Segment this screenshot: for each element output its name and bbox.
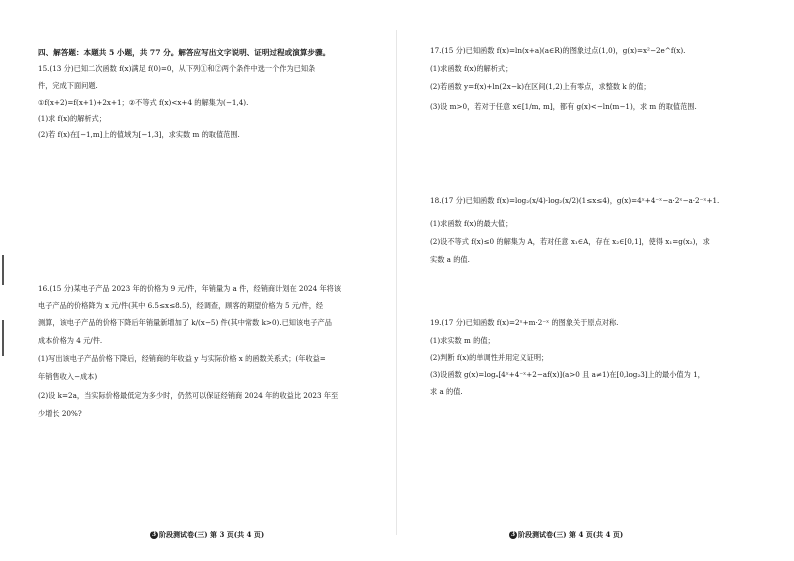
page-4-footer [509,530,623,540]
q17-line-2: (1)求函数 f(x)的解析式； [430,64,513,73]
section-header: 四、解答题：本题共 5 小题，共 77 分。解答应写出文字说明、证明过程或演算步骤。 [38,48,331,57]
q16-line-7: (2)设 k=2a，当实际价格最低定为多少时，仍然可以保证经销商 2024 年的收益比 2023 年至 [38,391,339,400]
q17-line-3: (2)若函数 y=f(x)+ln(2x−k)在区间(1,2)上有零点，求整数 k 的值； [430,82,651,91]
series-badge-icon: 3 [510,531,516,538]
q16-line-2: 电子产品的价格降为 x 元/件(其中 6.5≤x≤8.5)，经调查，顾客的期望价格为 5 元/件，经 [38,301,324,310]
q15-line-2: 件，完成下面问题. [38,81,98,90]
q17-line-1: 17.(15 分)已知函数 f(x)=ln(x+a)(a∈R)的图象过点(1,0)，g(x)=x²−2e^f(x). [430,46,686,55]
q15-line-3: ①f(x+2)=f(x+1)+2x+1；②不等式 f(x)<x+4 的解集为(−1,4). [38,98,249,107]
q19-line-5: 求 a 的值. [430,387,463,396]
page-4-footer-text: 阶段测试卷(三) 第 4 页(共 4 页) [518,530,624,539]
q18-line-4: 实数 a 的值. [430,255,470,264]
series-badge-icon: 3 [151,531,157,538]
q16-line-1: 16.(15 分)某电子产品 2023 年的价格为 9 元/件，年销量为 a 件，经销商计划在 2024 年将该 [38,284,342,293]
q19-line-1: 19.(17 分)已知函数 f(x)=2ˣ+m·2⁻ˣ 的图象关于原点对称. [430,318,619,327]
q19-line-3: (2)判断 f(x)的单调性并用定义证明； [430,353,549,362]
q16-line-5: (1)写出该电子产品价格下降后，经销商的年收益 y 与实际价格 x 的函数关系式；(年收益= [38,354,326,363]
q16-line-8: 少增长 20%? [38,409,82,418]
q18-line-1: 18.(17 分)已知函数 f(x)=log₂(x/4)·log₂(x/2)(1≤x≤4)，g(x)=4ˣ+4⁻ˣ−a·2ˣ−a·2⁻ˣ+1. [430,196,720,205]
page-3-footer [150,530,264,540]
q16-line-3: 测算，该电子产品的价格下降后年销量新增加了 k/(x−5) 件(其中常数 k>0).已知该电子产品 [38,318,332,327]
q18-line-2: (1)求函数 f(x)的最大值； [430,219,513,228]
q16-line-6: 年销售收入−成本) [38,372,98,381]
q15-line-4: (1)求 f(x)的解析式； [38,114,106,123]
page-3-footer-text: 阶段测试卷(三) 第 3 页(共 4 页) [159,530,265,539]
page-4 [397,0,794,561]
q15-line-5: (2)若 f(x)在[−1,m]上的值域为[−1,3]，求实数 m 的取值范围. [38,130,240,139]
q18-line-3: (2)设不等式 f(x)≤0 的解集为 A，若对任意 x₁∈A，存在 x₂∈[0,1]，使得 x₁=g(x₂)，求 [430,237,710,246]
q16-line-4: 成本价格为 4 元/件. [38,336,103,345]
q15-line-1: 15.(13 分)已知二次函数 f(x)满足 f(0)=0，从下列①和②两个条件中选一个作为已知条 [38,64,316,73]
q19-line-4: (3)设函数 g(x)=logₐ[4ˣ+4⁻ˣ+2−af(x)](a>0 且 a≠1)在[0,log₂3]上的最小值为 1， [430,370,705,379]
q17-line-4: (3)设 m>0，若对于任意 x∈[1/m, m]，都有 g(x)<−ln(m−1)，求 m 的取值范围. [430,102,697,111]
q19-line-2: (1)求实数 m 的值； [430,336,495,345]
